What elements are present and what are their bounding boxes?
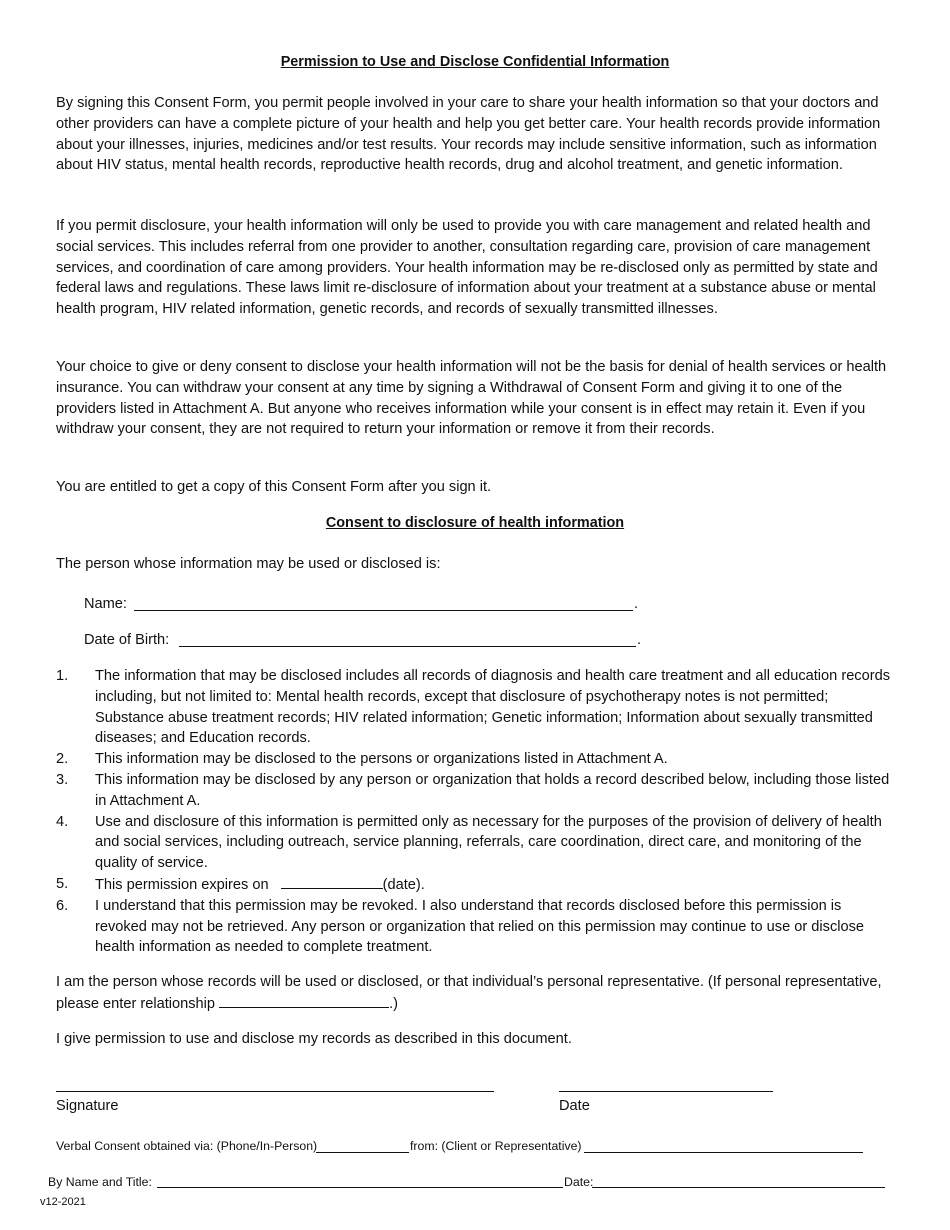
representative-end: .) [389, 995, 398, 1012]
dob-label: Date of Birth: [84, 632, 170, 648]
list-item [56, 666, 896, 749]
signature-field[interactable] [56, 1091, 494, 1092]
relationship-field[interactable] [219, 993, 389, 1008]
list-item [56, 812, 896, 874]
date-label: Date [559, 1098, 590, 1114]
consent-items-list [56, 666, 896, 958]
list-item-number: 2. [56, 751, 69, 768]
from-field[interactable] [584, 1152, 863, 1153]
date-field[interactable] [559, 1091, 773, 1092]
version-label: v12-2021 [40, 1196, 86, 1208]
list-item-text: The information that may be disclosed includes all records of diagnosis and health care treatment and all education records including, but not limited to: Mental health records, except that disclosure of psychotherapy notes is not permitted; Substance abuse treatment records; HIV related information; Genetic information; Information about sexually transmitted diseases; and Education records. [95, 668, 890, 747]
list-item [56, 749, 896, 770]
representative-paragraph [56, 972, 896, 1015]
list-item-text: This information may be disclosed to the persons or organizations listed in Attachment A. [95, 751, 668, 768]
disclosure-paragraph: If you permit disclosure, your health information will only be used to provide you with care management and related health and social services. This includes referral from one provider to another, consultation regarding care, provision of care management services, and coordination of care among providers. Your health information may be re-disclosed only as permitted by state and federal laws and regulations. These laws limit re-disclosure of information about your treatment at a substance abuse or mental health program, HIV related information, genetic records, and records of sexually transmitted illnesses. [56, 218, 878, 318]
consent-subtitle: Consent to disclosure of health information [325, 515, 625, 531]
date2-label: Date: [564, 1175, 594, 1189]
from-label: from: (Client or Representative) [410, 1139, 582, 1153]
expiry-date-field[interactable] [281, 874, 383, 889]
by-name-title-field[interactable] [157, 1187, 563, 1188]
list-item [56, 770, 896, 812]
signature-label: Signature [56, 1098, 119, 1114]
person-intro: The person whose information may be used or disclosed is: [56, 556, 441, 572]
representative-text: I am the person whose records will be used or disclosed, or that individual’s personal representative. (If personal representative, please enter relationship [56, 974, 882, 1012]
list-item-text: This permission expires on [95, 876, 269, 893]
list-item-number: 3. [56, 771, 69, 788]
page-title: Permission to Use and Disclose Confidential Information [280, 54, 670, 70]
list-item [56, 874, 896, 896]
verbal-consent-label: Verbal Consent obtained via: (Phone/In-Person) [56, 1139, 318, 1153]
list-item-text: I understand that this permission may be revoked. I also understand that records disclosed before this permission is revoked may not be retrieved. Any person or organization that relied on this permission may continue to use or disclose health information as needed to complete treatment. [95, 897, 865, 956]
withdrawal-paragraph: Your choice to give or deny consent to disclose your health information will not be the basis for denial of health services or health insurance. You can withdraw your consent at any time by signing a Withdrawal of Consent Form and giving it to one of the providers listed in Attachment A. But anyone who receives information while your consent is in effect may retain it. Even if you withdraw your consent, they are not required to return your information or remove it from their records. [56, 359, 887, 438]
list-item-number: 6. [56, 897, 69, 914]
verbal-consent-field[interactable] [316, 1152, 409, 1153]
list-item-number: 1. [56, 668, 69, 684]
list-item [56, 896, 896, 958]
dob-field-end: . [637, 632, 642, 648]
name-field[interactable] [134, 610, 633, 611]
give-permission-statement: I give permission to use and disclose my records as described in this document. [56, 1031, 572, 1047]
dob-field[interactable] [179, 646, 636, 647]
list-item-number: 5. [56, 875, 69, 892]
intro-paragraph: By signing this Consent Form, you permit people involved in your care to share your health information so that your doctors and other providers can have a complete picture of your health and help you get better care. Your health records provide information about your illnesses, injuries, medicines and/or test results. Your records may include sensitive information, such as information about HIV status, mental health records, reproductive health records, drug and alcohol treatment, and genetic information. [56, 95, 881, 174]
expiry-date-suffix: (date). [382, 876, 425, 893]
list-item-text: Use and disclosure of this information is permitted only as necessary for the purposes of the provision of delivery of health and social services, including outreach, service planning, referrals, care coordination, direct care, and monitoring of the quality of service. [95, 813, 882, 872]
name-label: Name: [84, 596, 127, 612]
by-name-title-label: By Name and Title: [48, 1175, 152, 1189]
list-item-number: 4. [56, 813, 69, 830]
date2-field[interactable] [592, 1187, 885, 1188]
list-item-text: This information may be disclosed by any person or organization that holds a record described below, including those listed in Attachment A. [95, 771, 890, 809]
name-field-end: . [634, 596, 639, 612]
copy-paragraph: You are entitled to get a copy of this Consent Form after you sign it. [56, 479, 492, 495]
